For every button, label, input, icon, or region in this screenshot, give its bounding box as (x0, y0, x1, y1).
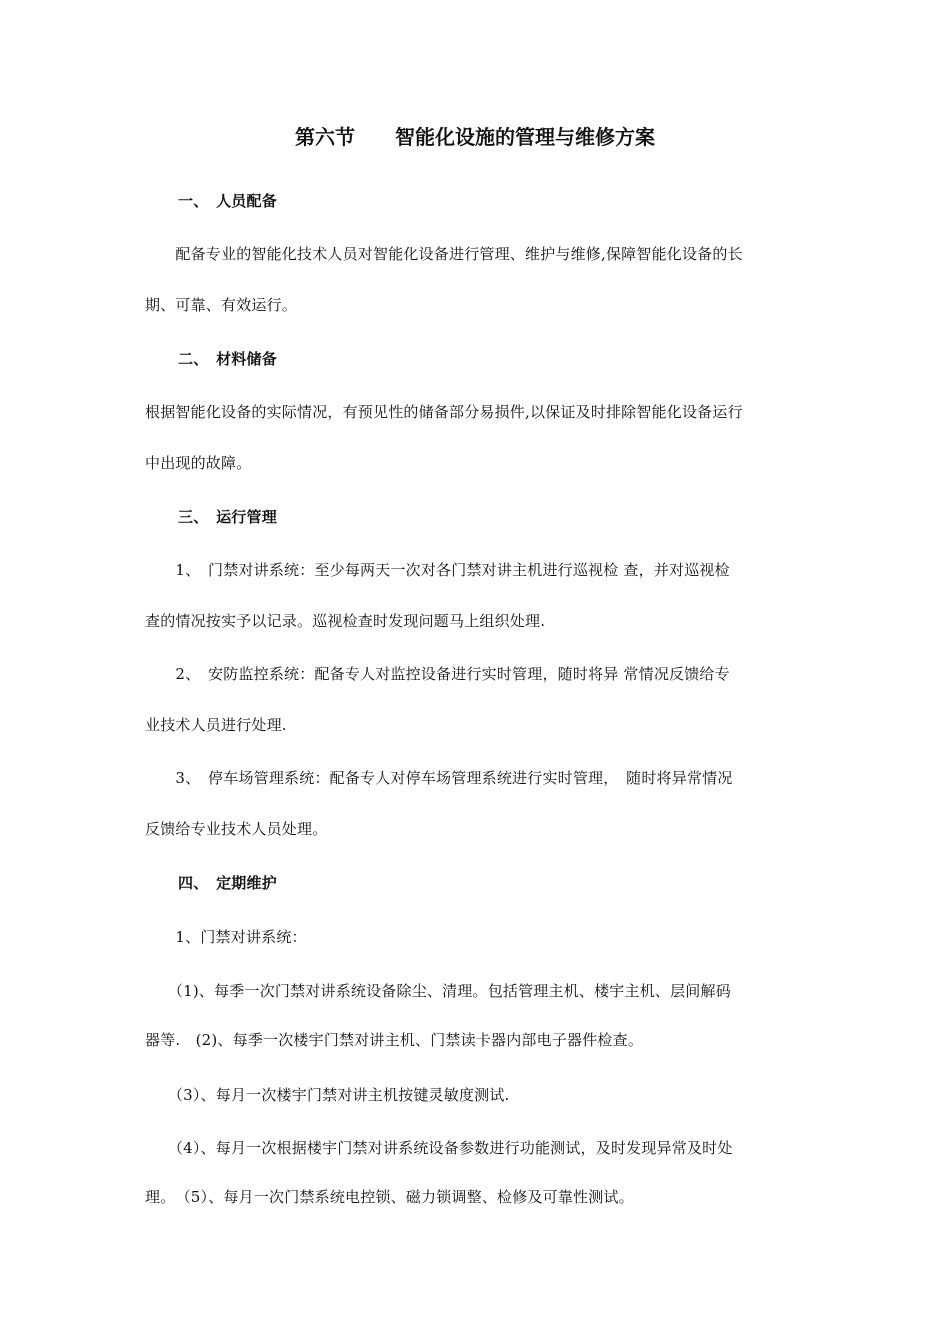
paragraph-line: （4）、每月一次根据楼宇门禁对讲系统设备参数进行功能测试，及时发现异常及时处 (145, 1139, 733, 1157)
paragraph-line: 2、 安防监控系统：配备专人对监控设备进行实时管理，随时将异 常情况反馈给专 (145, 665, 730, 683)
heading-materials: 二、 材料储备 (178, 350, 277, 368)
paragraph-line: 期、可靠、有效运行。 (145, 296, 298, 314)
heading-operations: 三、 运行管理 (178, 508, 277, 526)
paragraph-line: 理。 （5）、每月一次门禁系统电控锁、磁力锁调整、检修及可靠性测试。 (145, 1188, 634, 1206)
paragraph-line: 根据智能化设备的实际情况，有预见性的储备部分易损件,以保证及时排除智能化设备运行 (145, 403, 743, 421)
paragraph-line: 反馈给专业技术人员处理。 (145, 820, 328, 838)
paragraph-line: 查的情况按实予以记录。巡视检查时发现问题马上组织处理. (145, 612, 546, 630)
paragraph-line: （1)、每季一次门禁对讲系统设备除尘、清理。包括管理主机、楼宇主机、层间解码 (145, 982, 731, 1000)
paragraph-line: 配备专业的智能化技术人员对智能化设备进行管理、维护与维修,保障智能化设备的长 (145, 245, 743, 263)
paragraph-line: 3、 停车场管理系统：配备专人对停车场管理系统进行实时管理， 随时将异常情况 (145, 769, 733, 787)
paragraph-line: 1、门禁对讲系统： (145, 928, 307, 946)
paragraph-line: 器等. (2)、每季一次楼宇门禁对讲主机、门禁读卡器内部电子器件检查。 (145, 1031, 644, 1049)
heading-personnel: 一、 人员配备 (178, 192, 277, 210)
paragraph-line: 业技术人员进行处理. (145, 716, 287, 734)
heading-maintenance: 四、 定期维护 (178, 874, 277, 892)
page-title: 第六节 智能化设施的管理与维修方案 (295, 125, 655, 149)
paragraph-line: 中出现的故障。 (145, 454, 252, 472)
paragraph-line: 1、 门禁对讲系统：至少每两天一次对各门禁对讲主机进行巡视检 查，并对巡视检 (145, 561, 730, 579)
paragraph-line: （3）、每月一次楼宇门禁对讲主机按键灵敏度测试. (145, 1086, 510, 1104)
